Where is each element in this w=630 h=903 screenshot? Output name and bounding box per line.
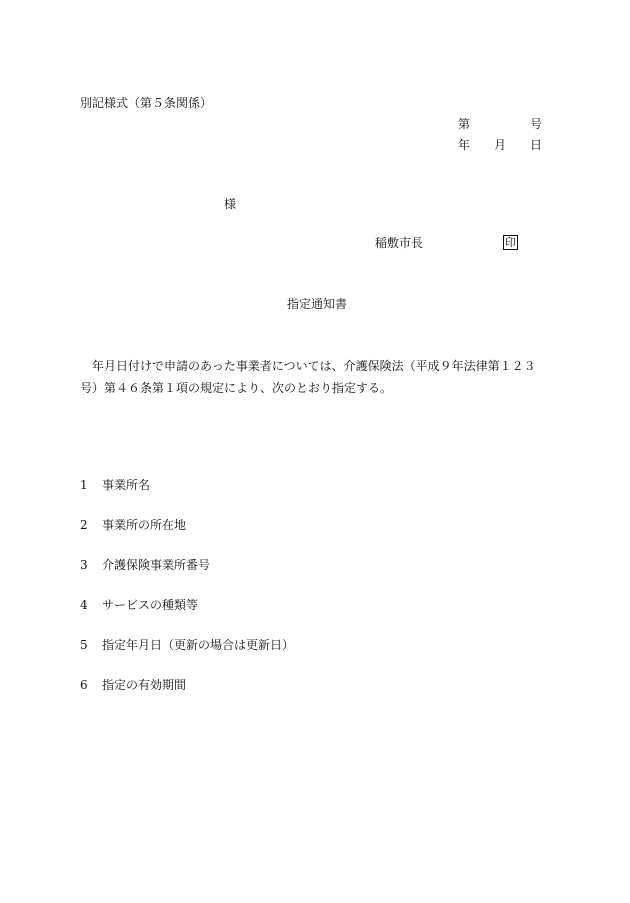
item-label: 指定年月日（更新の場合は更新日） <box>102 638 295 652</box>
form-header: 別記様式（第５条関係） <box>80 96 213 110</box>
list-item <box>80 559 294 599</box>
item-number: 3 <box>80 558 88 572</box>
item-label: 事業所名 <box>102 478 151 492</box>
item-label: 介護保険事業所番号 <box>102 558 211 572</box>
issuer-name: 稲敷市長 <box>375 236 424 250</box>
item-list <box>80 479 294 719</box>
item-number: 4 <box>80 598 88 612</box>
date-day-label: 日 <box>530 138 543 152</box>
addressee-honorific: 様 <box>224 197 237 211</box>
document-title: 指定通知書 <box>287 297 348 311</box>
list-item <box>80 679 294 719</box>
item-number: 2 <box>80 518 88 532</box>
list-item <box>80 479 294 519</box>
list-item <box>80 639 294 679</box>
item-number: 5 <box>80 638 88 652</box>
item-number: 1 <box>80 478 88 492</box>
list-item <box>80 519 294 559</box>
item-label: サービスの種類等 <box>102 598 199 612</box>
item-number: 6 <box>80 678 88 692</box>
list-item <box>80 599 294 639</box>
item-label: 事業所の所在地 <box>102 518 187 532</box>
body-paragraph: 年月日付けで申請のあった事業者については、介護保険法（平成９年法律第１２３号）第４６条第１項の規定により、次のとおり指定する。 <box>80 359 536 395</box>
number-suffix: 号 <box>530 117 543 131</box>
item-label: 指定の有効期間 <box>102 678 187 692</box>
date-month-label: 月 <box>494 138 507 152</box>
number-prefix: 第 <box>458 117 471 131</box>
date-year-label: 年 <box>458 138 471 152</box>
seal-mark: 印 <box>505 236 516 249</box>
